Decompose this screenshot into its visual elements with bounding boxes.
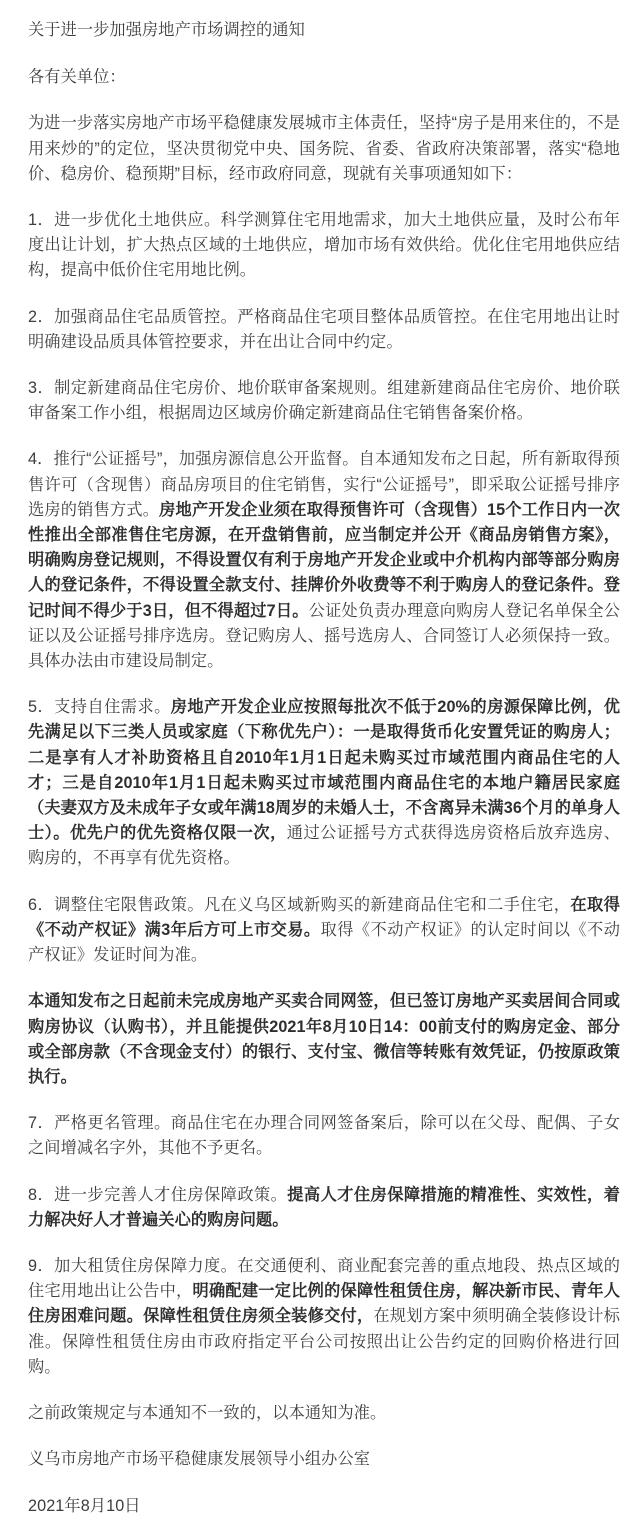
article-5-emphasis-2: 优先户的优先资格仅限一次， [69, 824, 287, 843]
article-4-text-part-1: 4．推行“公证摇号”，加强房源信息公开监督。自本通知发布之日起，所有新取得预售许可（含现售）商品房项目的住宅销售，实行“公证摇号”，即采取公证摇号排序选房的销售方式。 [28, 450, 620, 519]
article-2: 2．加强商品住宅品质管控。严格商品住宅项目整体品质管控。在住宅用地出让时明确建设品质具体管控要求，并在出让合同中约定。 [28, 307, 620, 351]
article-8-emphasis: 提高人才住房保障措施的精准性、实效性，着力解决好人才普遍关心的购房问题。 [28, 1185, 620, 1229]
article-3: 3．制定新建商品住宅房价、地价联审备案规则。组建新建商品住宅房价、地价联审备案工作小组，根据周边区域房价确定新建商品住宅销售备案价格。 [28, 379, 620, 423]
preamble-paragraph: 为进一步落实房地产市场平稳健康发展城市主体责任，坚持“房子是用来住的，不是用来炒的”的定位，坚决贯彻党中央、国务院、省委、省政府决策部署，落实“稳地价、稳房价、稳预期”目标，经市政府同意，现就有关事项通知如下： [28, 114, 620, 183]
article-6-text-part-2: 取得《不动产权证》的认定时间以《不动产权证》发证时间为准。 [28, 920, 620, 965]
article-9 [28, 1254, 620, 1380]
article-5-text-part-2: 通过公证摇号方式获得选房资格后放弃选房、购房的，不再享有优先资格。 [28, 824, 621, 868]
article-5-emphasis-1: 房地产开发企业应按照每批次不低于20%的房源保障比例，优先满足以下三类人员或家庭（下称优先户）：一是取得货币化安置凭证的购房人；二是享有人才补助资格且自2010年1月1日起未购买过市域范围内商品住宅的人才；三是自2010年1月1日起未购买过市域范围内商品住宅的本地户籍居民家庭（夫妻双方及未成年子女或年满18周岁的未婚人士，不含离异未满36个月的单身人士）。 [28, 698, 620, 843]
issue-date: 2021年8月10日 [28, 1497, 141, 1516]
article-4 [28, 447, 620, 674]
article-6 [28, 893, 620, 969]
article-6-emphasis: 在取得《不动产权证》满3年后方可上市交易。 [28, 895, 620, 939]
issuing-authority: 义乌市房地产市场平稳健康发展领导小组办公室 [28, 1450, 371, 1469]
article-9-emphasis: 明确配建一定比例的保障性租赁住房，解决新市民、青年人住房困难问题。保障性租赁住房须全装修交付， [28, 1282, 621, 1326]
document-title: 关于进一步加强房地产市场调控的通知 [28, 21, 305, 39]
article-7: 7．严格更名管理。商品住宅在办理合同网签备案后，除可以在父母、配偶、子女之间增减名字外，其他不予更名。 [28, 1114, 620, 1158]
article-5 [28, 695, 620, 871]
article-9-text-part-2: 在规划方案中须明确全装修设计标准。保障性租赁住房由市政府指定平台公司按照出让公告约定的回购价格进行回购。 [28, 1307, 620, 1376]
article-8-text-part-1: 8．进一步完善人才住房保障政策。 [28, 1185, 288, 1204]
article-1: 1．进一步优化土地供应。科学测算住宅用地需求，加大土地供应量，及时公布年度出让计划，扩大热点区域的土地供应，增加市场有效供给。优化住宅用地供应结构，提高中低价住宅用地比例。 [28, 211, 620, 280]
article-5-text-part-1: 5．支持自住需求。 [28, 698, 171, 717]
salutation: 各有关单位： [28, 68, 126, 87]
article-6-text-part-1: 6．调整住宅限售政策。凡在义乌区域新购买的新建商品住宅和二手住宅， [28, 895, 571, 914]
article-9-text-part-1: 9．加大租赁住房保障力度。在交通便利、商业配套完善的重点地段、热点区域的住宅用地出让公告中， [28, 1256, 620, 1301]
article-4-text-part-2: 公证处负责办理意向购房人登记名单保全公证以及公证摇号排序选房。登记购房人、摇号选房人、合同签订人必须保持一致。具体办法由市建设局制定。 [28, 601, 620, 671]
article-4-emphasis: 房地产开发企业须在取得预售许可（含现售）15个工作日内一次性推出全部准售住宅房源，在开盘销售前，应当制定并公开《商品房销售方案》，明确购房登记规则，不得设置仅有利于房地产开发企业或中介机构内部等部分购房人的登记条件，不得设置全款支付、挂牌价外收费等不利于购房人的登记条件。登记时间不得少于3日，但不得超过7日。 [28, 500, 620, 620]
closing-statement: 之前政策规定与本通知不一致的，以本通知为准。 [28, 1403, 387, 1422]
transition-note-paragraph: 本通知发布之日起前未完成房地产买卖合同网签，但已签订房地产买卖居间合同或购房协议（认购书），并且能提供2021年8月10日14：00前支付的购房定金、部分或全部房款（不含现金支付）的银行、支付宝、微信等转账有效凭证，仍按原政策执行。 [28, 992, 620, 1086]
article-8 [28, 1183, 620, 1233]
